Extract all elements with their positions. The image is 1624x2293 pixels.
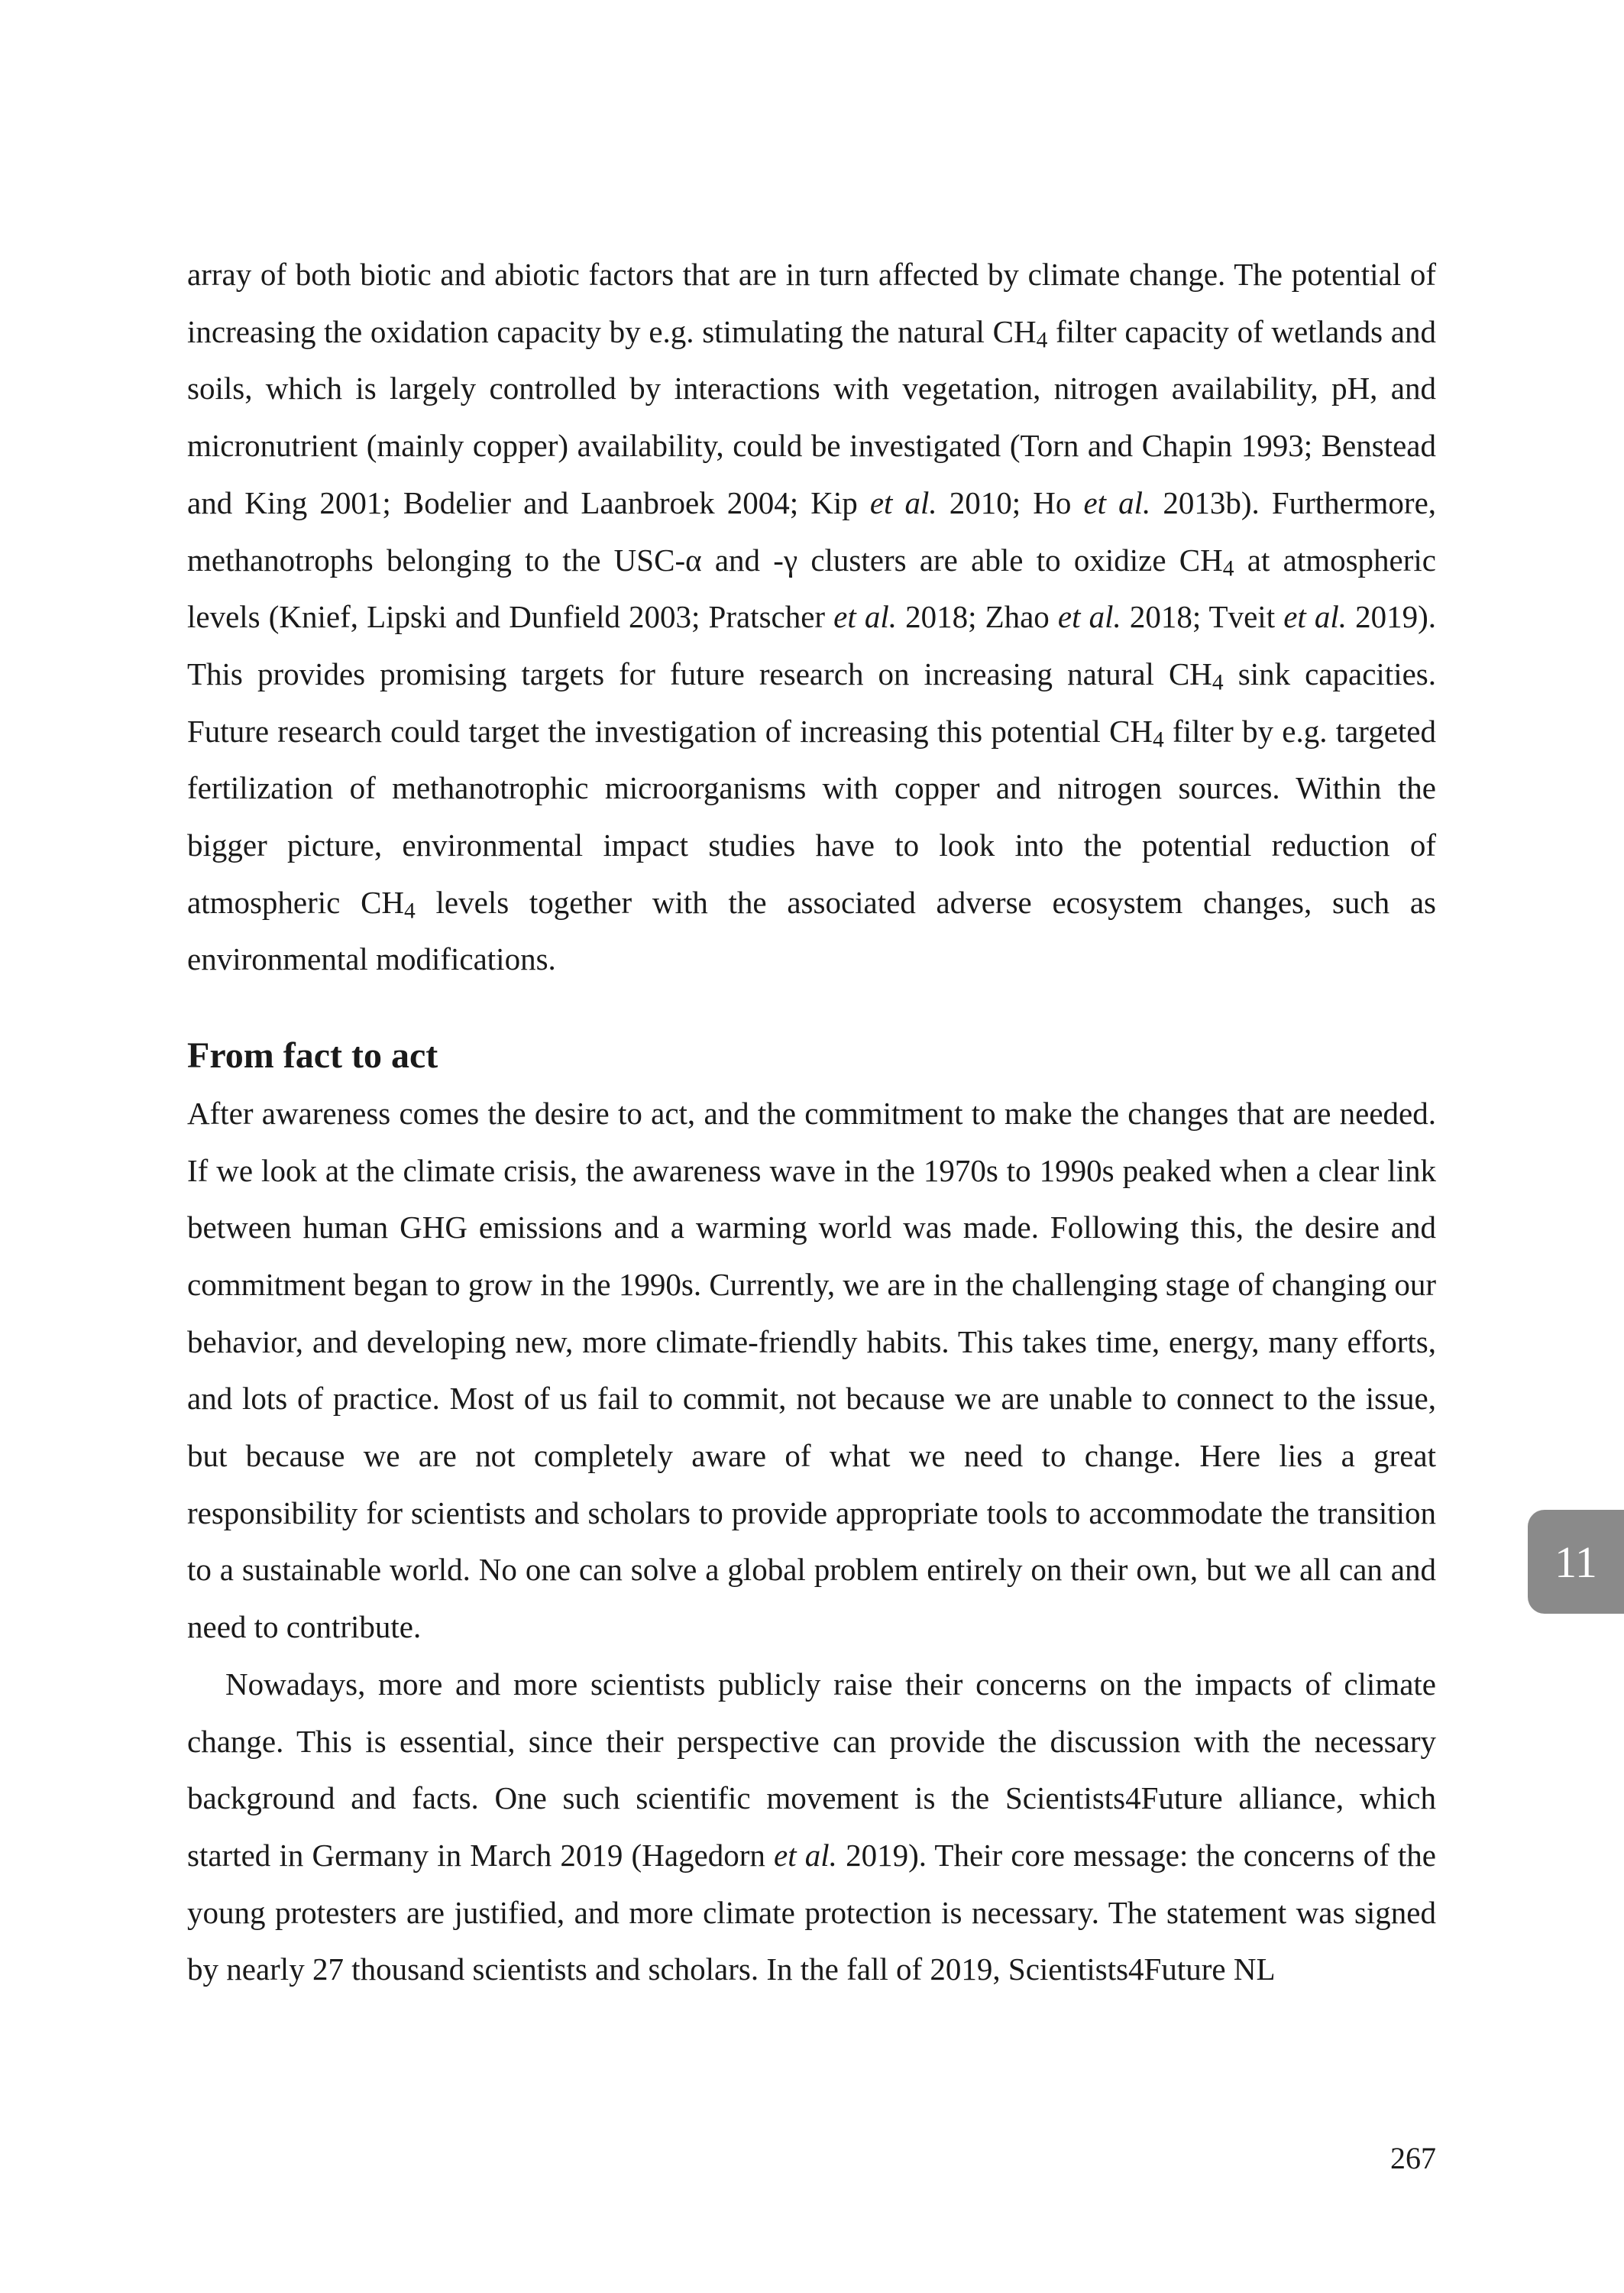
text-run: 2019). Their core message: the concerns of the young protesters are justified, and more climate protection is necessary. The statement was signed by nearly 27 thousand scientists and scholars. In the fall of 2019, Scientists4Future NL xyxy=(187,1837,1436,1987)
text-run: at atmospheric levels (Knief, Lipski and Dunfield 2003; Pratscher xyxy=(187,542,1437,635)
italic-citation: et al. xyxy=(1057,599,1121,635)
italic-citation: et al. xyxy=(869,484,937,520)
text-run: 2018; Zhao xyxy=(897,599,1058,635)
text-run: filter by e.g. targeted fertilization of methanotrophic microorganisms with copper and nitrogen sources. Within the bigger picture, environmental impact studies have to look into the potential reduction of atmospheric CH xyxy=(187,713,1436,920)
text-run: 2019). This provides promising targets for future research on increasing natural CH xyxy=(187,599,1437,691)
paragraph-awareness: After awareness comes the desire to act, and the commitment to make the changes that are needed. If we look at the climate crisis, the awareness wave in the 1970s to 1990s peaked when a clear link between human GHG emissions and a warming world was made. Following this, the desire and commitment began to grow in the 1990s. Currently, we are in the challenging stage of changing our behavior, and developing new, more climate-friendly habits. This takes time, energy, many efforts, and lots of practice. Most of us fail to commit, not because we are unable to connect to the issue, but because we are not completely aware of what we need to change. Here lies a great responsibility for scientists and scholars to provide appropriate tools to accommodate the transition to a sustainable world. No one can solve a global problem entirely on their own, but we all can and need to contribute. xyxy=(187,1095,1436,1645)
chapter-tab xyxy=(1528,1510,1624,1614)
chapter-number: 11 xyxy=(1554,1537,1597,1587)
italic-citation: et al. xyxy=(1283,599,1347,635)
section-spacer xyxy=(187,988,1436,1028)
paragraph-methanotroph-research xyxy=(187,246,1436,988)
text-run: Nowadays, more and more scientists publicly raise their concerns on the impacts of climate change. This is essential, since their perspective can provide the discussion with the necessary background and facts. One such scientific movement is the Scientists4Future alliance, which started in Germany in March 2019 (Hagedorn xyxy=(187,1666,1436,1873)
main-text-column xyxy=(187,246,1436,1998)
subscript: 4 xyxy=(1222,556,1234,581)
section-heading: From fact to act xyxy=(187,1035,438,1077)
text-run: sink capacities. Future research could target the investigation of increasing this potential CH xyxy=(187,656,1436,749)
text-run: 2013b). Furthermore, methanotrophs belonging to the USC-α and -γ clusters are able to oxidize CH xyxy=(187,484,1437,578)
text-run: array of both biotic and abiotic factors that are in turn affected by climate change. The potential of increasing the oxidation capacity by e.g. stimulating the natural CH xyxy=(187,257,1436,349)
text-run: levels together with the associated adverse ecosystem changes, such as environmental modifications. xyxy=(187,884,1436,977)
subscript: 4 xyxy=(1153,727,1164,753)
italic-citation: et al. xyxy=(774,1837,837,1873)
text-run: filter capacity of wetlands and soils, which is largely controlled by interactions with vegetation, nitrogen availability, pH, and micronutrient (mainly copper) availability, could be investigated (Torn and Chapin 1993; Benstead and King 2001; Bodelier and Laanbroek 2004; Kip xyxy=(187,313,1436,520)
text-run: 2010; Ho xyxy=(937,484,1084,520)
subscript: 4 xyxy=(404,899,416,924)
text-run: 2018; Tveit xyxy=(1121,599,1284,635)
italic-citation: et al. xyxy=(833,599,897,635)
page-number: 267 xyxy=(1390,2141,1436,2175)
italic-citation: et al. xyxy=(1083,484,1151,520)
subscript: 4 xyxy=(1212,670,1224,695)
subscript: 4 xyxy=(1036,328,1048,353)
paragraph-scientists4future xyxy=(187,1656,1436,1998)
